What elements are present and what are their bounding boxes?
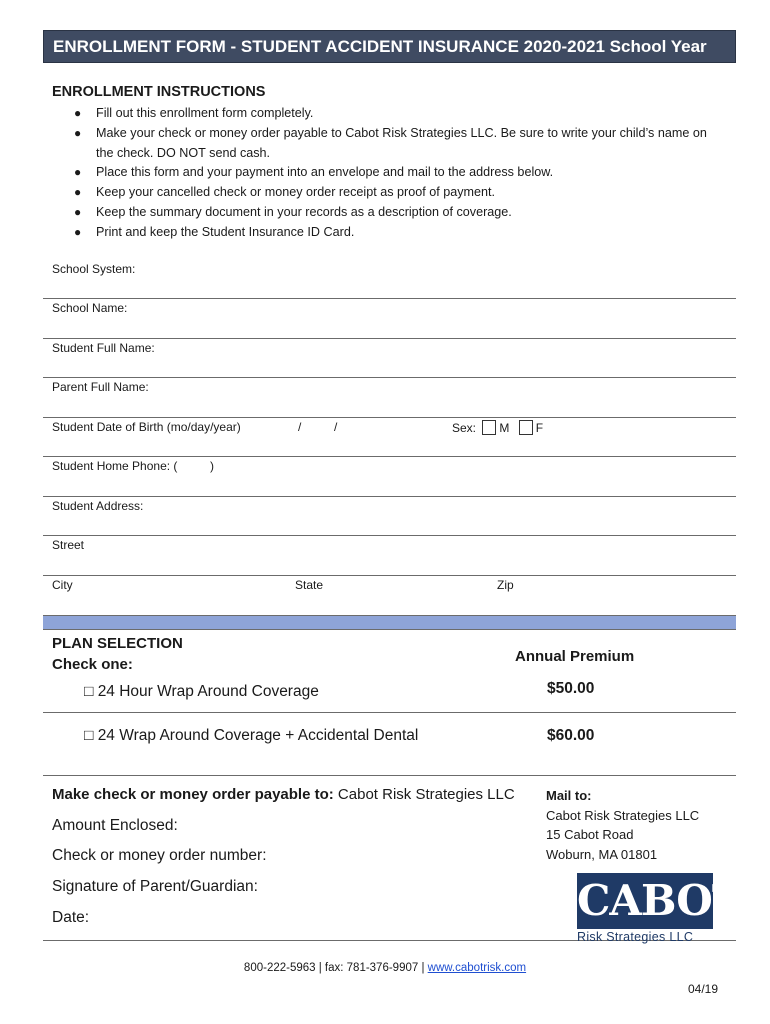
plan-option-2[interactable]: □ 24 Wrap Around Coverage + Accidental Dental [84,727,419,744]
city-field[interactable]: City [52,578,73,592]
street-field[interactable]: Street [52,538,85,552]
sex-m-label: M [499,421,510,435]
cabot-logo [577,873,743,944]
annual-premium-heading: Annual Premium [515,648,635,665]
mail-to-heading: Mail to: [546,788,592,803]
divider [43,575,736,576]
revision-date: 04/19 [688,982,719,996]
phone-paren: ) [210,459,214,473]
sex-m-checkbox[interactable] [482,420,496,435]
plan-option-2-price: $60.00 [547,727,595,744]
dob-separator: / [298,420,302,434]
signature-field[interactable]: Signature of Parent/Guardian: [52,878,258,895]
address-field: Student Address: [52,499,144,513]
logo-wordmark: CABOT [577,873,713,929]
divider [43,377,736,378]
divider [43,712,736,713]
plan-option-1-price: $50.00 [547,680,595,697]
divider [43,456,736,457]
divider [43,535,736,536]
list-item: ● Keep the summary document in your records as a description of coverage. [52,203,712,223]
divider [43,298,736,299]
zip-field[interactable]: Zip [497,578,514,592]
divider [43,338,736,339]
sex-label: Sex: [452,421,477,435]
dob-separator: / [334,420,338,434]
bullet-icon: ● [74,125,82,140]
plan-option-1[interactable]: □ 24 Hour Wrap Around Coverage [84,683,319,700]
section-divider-band [43,615,736,630]
sex-f-label: F [535,421,544,435]
checkbox-icon[interactable]: □ [84,683,94,700]
check-number-field[interactable]: Check or money order number: [52,847,267,864]
divider [43,496,736,497]
plan-selection-heading: PLAN SELECTION Check one: [52,635,183,673]
footer-contact: 800-222-5963 | fax: 781-376-9907 | www.cabotrisk.com [243,962,527,974]
bullet-icon: ● [74,224,82,239]
parent-name-field[interactable]: Parent Full Name: [52,380,149,394]
divider [43,417,736,418]
form-title: ENROLLMENT FORM - STUDENT ACCIDENT INSURANCE 2020-2021 School Year [43,30,736,63]
website-link[interactable]: www.cabotrisk.com [427,962,527,974]
list-item: ● Fill out this enrollment form completely. [52,104,712,124]
sex-selector [452,420,543,435]
instructions-heading: ENROLLMENT INSTRUCTIONS [52,84,266,100]
sex-f-checkbox[interactable] [519,420,533,435]
mail-to-address: Mail to: Cabot Risk Strategies LLC 15 Cabot Road Woburn, MA 01801 [546,788,700,862]
list-item: ● Place this form and your payment into an envelope and mail to the address below. [52,163,712,183]
list-item: ● Print and keep the Student Insurance ID Card. [52,223,712,243]
phone-field[interactable]: Student Home Phone: ( [52,459,178,473]
student-name-field[interactable]: Student Full Name: [52,341,155,355]
school-system-field[interactable]: School System: [52,262,136,276]
bullet-icon: ● [74,185,82,200]
list-item: ● Keep your cancelled check or money order receipt as proof of payment. [52,183,712,203]
state-field[interactable]: State [295,578,324,592]
dob-field[interactable]: Student Date of Birth (mo/day/year) [52,420,241,434]
checkbox-icon[interactable]: □ [84,727,94,744]
logo-tagline: Risk Strategies LLC [577,930,694,944]
payable-to-line: Make check or money order payable to: Cabot Risk Strategies LLC [52,786,515,803]
bullet-icon: ● [74,204,82,219]
amount-enclosed-field[interactable]: Amount Enclosed: [52,817,178,834]
divider [43,775,736,776]
instructions-list [52,104,712,243]
bullet-icon: ● [74,106,82,120]
school-name-field[interactable]: School Name: [52,301,128,315]
date-field[interactable]: Date: [52,909,90,926]
list-item: ● Make your check or money order payable to Cabot Risk Strategies LLC. Be sure to write your child’s name on the check. DO NOT send cash. [74,125,707,160]
bullet-icon: ● [74,165,82,180]
